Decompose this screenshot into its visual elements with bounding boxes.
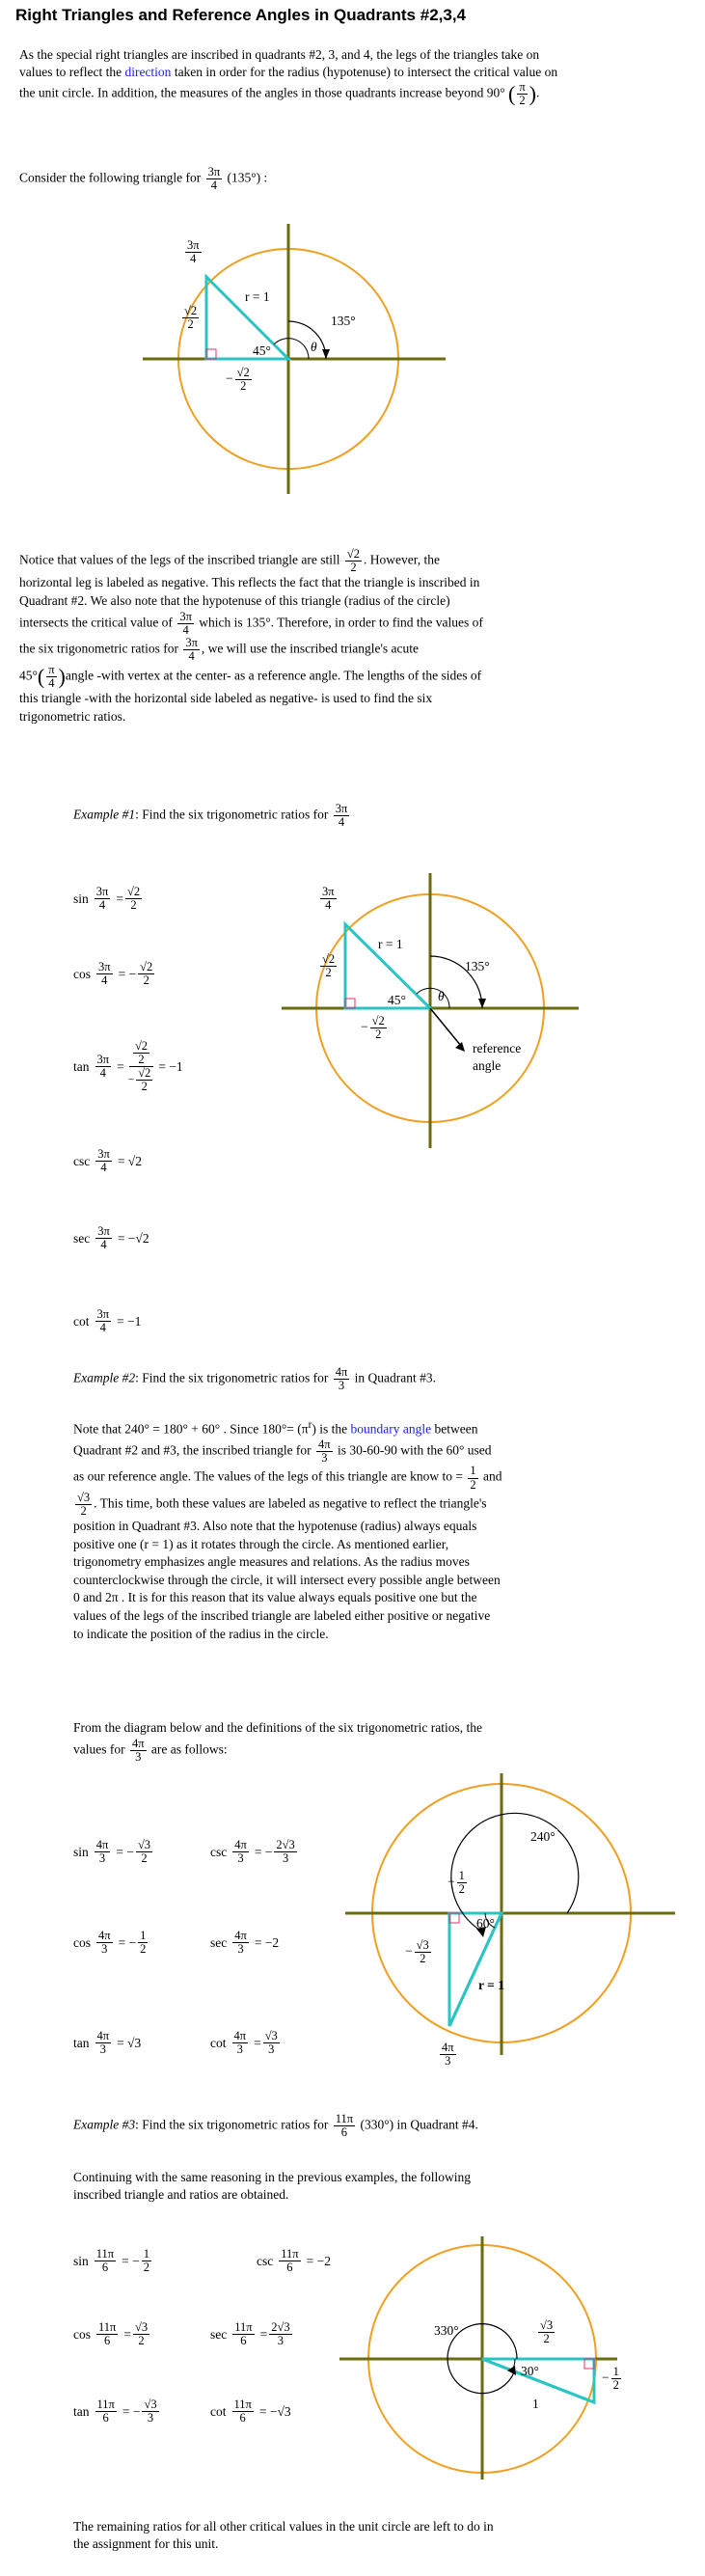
ex2-sec: sec $\frac{4\pi}{3}$ = −2 xyxy=(210,1929,280,1957)
intro-text-1: As the special right triangles are inscribed in quadrants #2, 3, and 4, the legs of the triangles take on values to reflect the xyxy=(19,47,540,79)
example1-header: Example #1: Find the six trigonometric ratios for $\frac{3\pi}{4}$ xyxy=(73,802,348,830)
ex2-l1a: Note that 240° = 180° + 60° . Since 180°= (π xyxy=(73,1421,309,1437)
ex2-cot: cot $\frac{4\pi}{3}$ = $\frac{√3}{3}$ xyxy=(210,2029,278,2057)
from-l1: From the diagram below and the definitions of the six trigonometric ratios, the xyxy=(73,1720,483,1735)
notice-l1b: . However, the xyxy=(364,552,440,567)
notice-l6a: 45° xyxy=(19,668,38,683)
ex2-l6: positive one (r = 1) as it rotates through the circle. As mentioned earlier, xyxy=(73,1536,449,1551)
notice-l2: horizontal leg is labeled as negative. This reflects the fact that the triangle is inscribed in xyxy=(19,575,480,590)
ex3-cos: cos $\frac{11\pi}{6}$ = $\frac{√3}{2}$ xyxy=(73,2320,149,2348)
from-diagram-paragraph: From the diagram below and the definitions of the six trigonometric ratios, the values for $\frac{4\pi}{3}$ are as follows: xyxy=(73,1719,613,1764)
ex3-sec: sec $\frac{11\pi}{6}$ = $\frac{2√3}{3}$ xyxy=(210,2320,290,2348)
notice-l3: Quadrant #2. We also note that the hypotenuse of this triangle (radius of the circle) xyxy=(19,593,450,609)
ex1-label-135deg: 135° xyxy=(465,959,490,973)
angle-word: angle xyxy=(473,1057,502,1073)
ex2-sin: sin $\frac{4\pi}{3}$ = − $\frac{√3}{2}$ xyxy=(73,1838,151,1866)
ex2-l10: values of the legs of the inscribed triangle are labeled either positive or negative xyxy=(73,1608,491,1623)
label-neg-sqrt2-2-horizontal: − $\frac{√2}{2}$ xyxy=(226,366,250,394)
ex3-label-30deg: 30° xyxy=(521,2364,539,2378)
ex2-l8: counterclockwise through the circle, it will intersect every possible angle between xyxy=(73,1572,501,1587)
notice-l5a: the six trigonometric ratios for xyxy=(19,642,178,656)
page-title: Right Triangles and Reference Angles in Quadrants #2,3,4 xyxy=(15,6,467,24)
notice-l4a: intersects the critical value of xyxy=(19,615,173,630)
notice-paragraph: Notice that values of the legs of the inscribed triangle are still $\frac{√2}{2}$ . However, the horizontal leg is labeled as negative. This reflects the fact that the triangle is inscribed in Quadrant #2. We also note that the hypotenuse of this triangle (radius of the circle) intersects the critical value of $\frac{3\pi}{4}$ which is 135°. Therefore, in order to find the values of the six trigonometric ratios for $\frac{3\pi}{4}$ , we will use the inscribed triangle's acute 45°( $\frac{\pi}{4}$ )angle -with vertex at the center- as a reference angle. The lengths of the sides of this triangle -with the horizontal side labeled as negative- is used to find the six trigonometric ratios. xyxy=(19,548,579,726)
example1-label: Example #1 xyxy=(73,807,136,822)
ex2-l2b: is 30-60-90 with the 60° used xyxy=(337,1442,492,1458)
consider-degree: (135°) : xyxy=(227,170,268,185)
label-r1: r = 1 xyxy=(245,289,270,304)
ex2-label-neg-half: − $\frac{1}{2}$ xyxy=(447,1869,465,1897)
ex2-l7: trigonometry emphasizes angle measures and relations. As the radius moves xyxy=(73,1554,470,1570)
example2-header: Example #2: Find the six trigonometric ratios for $\frac{4\pi}{3}$ in Quadrant #3. xyxy=(73,1365,437,1393)
ex2-l11: to indicate the position of the radius in the circle. xyxy=(73,1626,329,1641)
ex1-cot: cot $\frac{3\pi}{4}$ = −1 xyxy=(73,1307,142,1335)
example2-label: Example #2 xyxy=(73,1370,136,1385)
from-l2a: values for xyxy=(73,1741,125,1757)
ex3-csc: csc $\frac{11\pi}{6}$ = −2 xyxy=(257,2247,331,2275)
ex2-l3b: and xyxy=(482,1469,502,1485)
ex1-label-r1: r = 1 xyxy=(378,937,403,951)
ex1-label-45deg: 45° xyxy=(388,993,406,1007)
closing-l1: The remaining ratios for all other critical values in the unit circle are left to do in xyxy=(73,2519,494,2534)
ex2-l1b: ) is the xyxy=(312,1421,348,1437)
from-l2b: are as follows: xyxy=(150,1741,228,1757)
notice-l6b: angle -with vertex at the center- as a reference angle. The lengths of the sides of xyxy=(65,668,482,683)
ex3-tan: tan $\frac{11\pi}{6}$ = − $\frac{√3}{3}$ xyxy=(73,2398,157,2425)
ex3-label-sqrt3-2: $\frac{√3}{2}$ xyxy=(540,2318,554,2346)
closing-l2: the assignment for this unit. xyxy=(73,2535,219,2551)
ex3-label-neg-half: − $\frac{1}{2}$ xyxy=(602,2365,619,2393)
consider-text: Consider the following triangle for xyxy=(19,170,202,185)
ex2-label-neg-sqrt3-2: − $\frac{√3}{2}$ xyxy=(405,1938,429,1966)
example2-text: : Find the six trigonometric ratios for xyxy=(135,1370,329,1385)
ex2-label-240deg: 240° xyxy=(530,1829,556,1844)
ex1-sec: sec $\frac{3\pi}{4}$ = −√2 xyxy=(73,1224,149,1252)
ex3-label-1: 1 xyxy=(532,2397,539,2411)
direction-link[interactable]: direction xyxy=(124,64,172,79)
ex2-label-4pi3: $\frac{4\pi}{3}$ xyxy=(442,2041,454,2069)
example2-text2: in Quadrant #3. xyxy=(354,1370,437,1385)
notice-l4b: which is 135°. Therefore, in order to find the values of xyxy=(199,615,483,630)
intro-text-2: taken in order for the radius (hypotenuse) to intersect the critical value on the unit circle. In addition, the measures of the angles in those quadrants increase beyond 90° xyxy=(19,64,558,100)
ex3-sin: sin $\frac{11\pi}{6}$ = − $\frac{1}{2}$ xyxy=(73,2247,149,2275)
example1-text: : Find the six trigonometric ratios for xyxy=(135,807,329,822)
example2-paragraph: Note that 240° = 180° + 60° . Since $180^\circ= (\pi^r)$ is the boundary angle between Quadrant #2 and #3, the inscribed triangle for $\frac{4\pi}{3}$ is 30-60-90 with the 60° used as our reference angle. The values of the legs of this triangle are know to = $\frac{1}{2}$ and $\frac{√3}{2}$ . This time, both these values are labeled as negative to reflect the triangle's position in Quadrant #3. Also note that the hypotenuse (radius) always equals positive one (r = 1) as it rotates through the circle. As mentioned earlier, trigonometry emphasizes angle measures and relations. As the radius moves counterclockwise through the circle, it will intersect every possible angle between 0 and 2π . It is for this reason that its value always equals positive one but the values of the legs of the inscribed triangle are labeled either positive or negative to indicate the position of the radius in the circle. xyxy=(73,1418,594,1643)
example3-header: Example #3: Find the six trigonometric ratios for $\frac{11\pi}{6}$ (330°) in Quadrant #4. xyxy=(73,2112,478,2140)
ex2-csc: csc $\frac{4\pi}{3}$ = − $\frac{2√3}{3}$ xyxy=(210,1838,295,1866)
ex3-label-330deg: 330° xyxy=(434,2323,459,2338)
reference-word: reference xyxy=(473,1041,522,1055)
ex1-label-sqrt2-2: $\frac{√2}{2}$ xyxy=(322,952,336,980)
label-3pi4-top: $\frac{3\pi}{4}$ xyxy=(187,238,200,266)
ex1-cos: cos $\frac{3\pi}{4}$ = − $\frac{√2}{2}$ xyxy=(73,960,153,988)
example3-text: : Find the six trigonometric ratios for xyxy=(135,2117,329,2132)
boundary-angle-link[interactable]: boundary angle xyxy=(350,1421,432,1437)
notice-l5b: , we will use the inscribed triangle's acute xyxy=(201,642,420,656)
label-45deg: 45° xyxy=(253,343,271,358)
ex2-l3a: as our reference angle. The values of the legs of this triangle are know to = xyxy=(73,1469,463,1485)
notice-l1a: Notice that values of the legs of the inscribed triangle are still xyxy=(19,552,340,567)
notice-l7: this triangle -with the horizontal side labeled as negative- is used to find the six xyxy=(19,690,433,705)
ex2-l4: . This time, both these values are labeled as negative to reflect the triangle's xyxy=(94,1495,487,1511)
ex3-cont1: Continuing with the same reasoning in the previous examples, the following xyxy=(73,2170,472,2184)
ex3-cot: cot $\frac{11\pi}{6}$ = −√3 xyxy=(210,2398,291,2425)
ex1-label-neg-sqrt2-2: − $\frac{√2}{2}$ xyxy=(361,1014,385,1042)
intro-paragraph: As the special right triangles are inscribed in quadrants #2, 3, and 4, the legs of the triangles take on values to reflect the direction taken in order for the radius (hypotenuse) to intersect the critical value on the unit circle. In addition, the measures of the angles in those quadrants increase beyond 90° ( $\frac{\pi}{2}$ ). xyxy=(19,47,558,107)
ex1-tan: tan $\frac{3\pi}{4}$ = $\frac{√2}{2}$ − $\frac{√2}{2}$ = −1 xyxy=(73,1039,183,1094)
label-135deg: 135° xyxy=(331,314,356,328)
example3-label: Example #3 xyxy=(73,2117,136,2132)
ex2-label-60deg: 60° xyxy=(476,1916,495,1931)
label-sqrt2-2-vertical: $\frac{√2}{2}$ xyxy=(184,304,198,332)
ex2-l9: 0 and 2π . It is for this reason that its value always equals positive one but the xyxy=(73,1590,477,1605)
ex1-label-3pi4: $\frac{3\pi}{4}$ xyxy=(322,885,335,913)
example3-text2: (330°) in Quadrant #4. xyxy=(360,2117,478,2132)
ex1-label-theta: θ xyxy=(438,989,445,1003)
ex3-cont2: inscribed triangle and ratios are obtained. xyxy=(73,2186,289,2202)
ex1-sin: sin $\frac{3\pi}{4}$ = $\frac{√2}{2}$ xyxy=(73,885,141,913)
consider-line: Consider the following triangle for $\frac{3\pi}{4}$ (135°) : xyxy=(19,165,268,193)
ex2-l1c: between xyxy=(434,1421,478,1437)
ex2-tan: tan $\frac{4\pi}{3}$ = √3 xyxy=(73,2029,142,2057)
ex2-l2a: Quadrant #2 and #3, the inscribed triangle for xyxy=(73,1442,312,1458)
ex2-l5: position in Quadrant #3. Also note that the hypotenuse (radius) always equals xyxy=(73,1518,477,1533)
ex1-csc: csc $\frac{3\pi}{4}$ = √2 xyxy=(73,1147,142,1175)
notice-l8: trigonometric ratios. xyxy=(19,708,126,724)
closing-paragraph xyxy=(73,2518,633,2553)
ex2-cos: cos $\frac{4\pi}{3}$ = − $\frac{1}{2}$ xyxy=(73,1929,147,1957)
label-theta: θ xyxy=(311,340,317,354)
ex2-label-r1: r = 1 xyxy=(478,1978,504,1992)
